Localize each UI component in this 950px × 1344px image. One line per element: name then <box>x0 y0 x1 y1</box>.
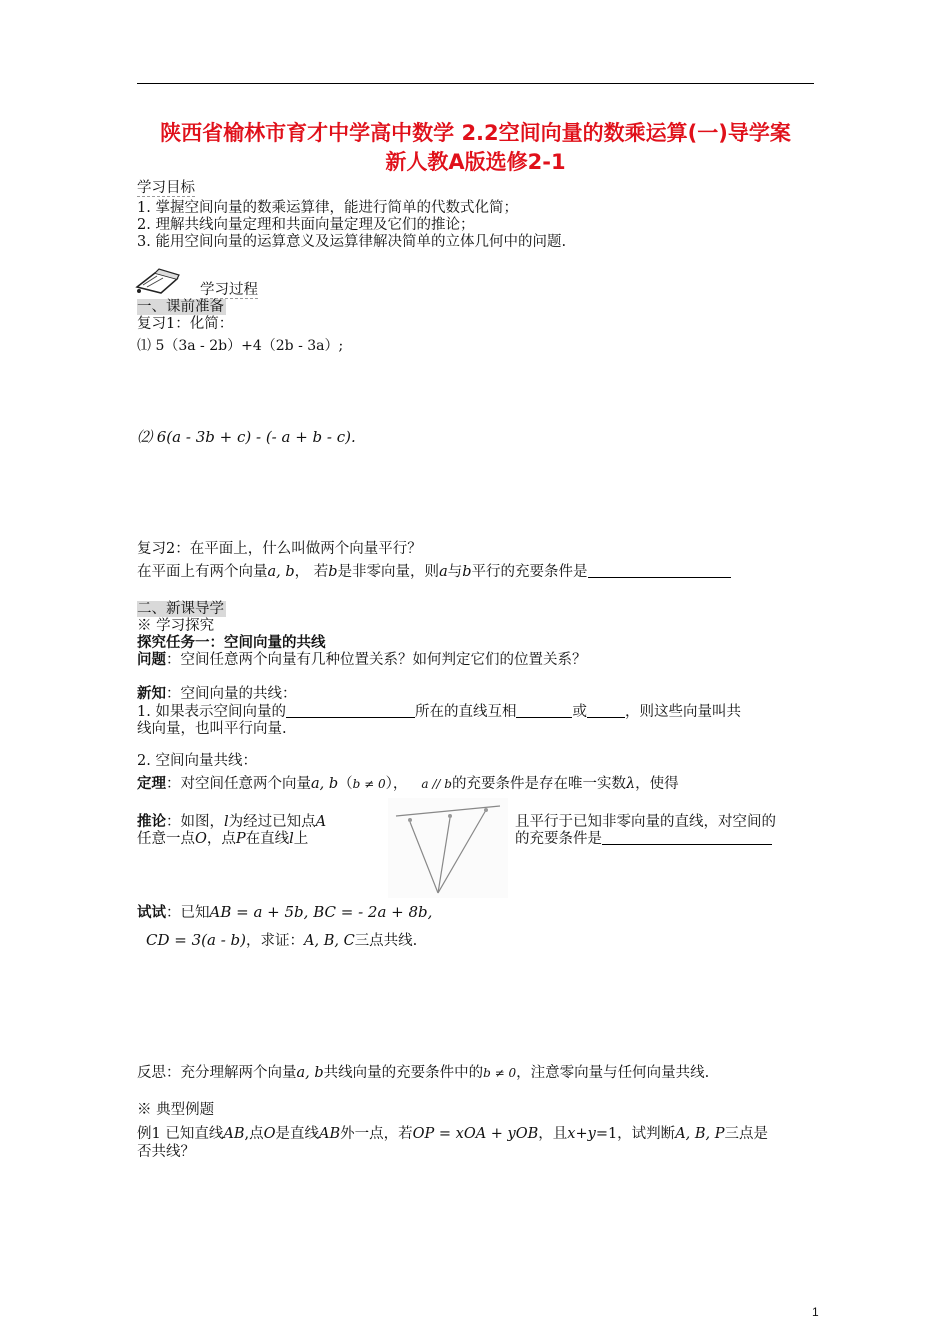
blank-coincide[interactable] <box>587 703 625 718</box>
new-knowledge-line: 新知：空间向量的共线： <box>137 685 297 702</box>
corollary-line-1: 推论：如图，l为经过已知点A <box>137 813 327 830</box>
try-line-1: 试试：已知AB = a + 5b, BC = - 2a + 8b, <box>137 903 433 921</box>
answer-blank[interactable] <box>588 563 731 578</box>
expression-1: ⑴ 5（3a - 2b）+4（2b - 3a）; <box>137 338 344 354</box>
blank-vector-segments[interactable] <box>286 703 415 718</box>
book-icon <box>133 265 195 297</box>
examples-heading: ※ 典型例题 <box>137 1102 215 1118</box>
review-2-label: 复习2：在平面上，什么叫做两个向量平行？ <box>137 541 422 557</box>
explore-heading: ※ 学习探究 <box>137 618 215 634</box>
goal-item-3: 3. 能用空间向量的运算意义及运算律解决简单的立体几何中的问题. <box>137 234 567 250</box>
try-line-2: CD = 3(a - b)，求证：A, B, C三点共线. <box>146 931 418 949</box>
page-number: 1 <box>812 1305 819 1319</box>
section-prep-heading: 一、课前准备 <box>137 299 224 315</box>
document-title-line2: 新人教A版选修2-1 <box>385 150 566 174</box>
question-line: 问题：空间任意两个向量有几种位置关系？如何判定它们的位置关系？ <box>137 651 587 668</box>
corollary-line-1-right: 且平行于已知非零向量的直线，对空间的 <box>515 814 776 830</box>
goal-item-2: 2. 理解共线向量定理和共面向量定理及它们的推论； <box>137 217 475 233</box>
header-rule <box>137 83 814 84</box>
theorem-line: 定理：对空间任意两个向量a, b（b ≠ 0）， a // b的充要条件是存在唯一实数λ，使得 <box>137 775 679 792</box>
reflection-line: 反思：充分理解两个向量a, b共线向量的充要条件中的b ≠ 0，注意零向量与任何向量共线. <box>137 1065 710 1081</box>
document-title-line1: 陕西省榆林市育才中学高中数学 2.2空间向量的数乘运算(一)导学案 <box>160 121 791 145</box>
item-1-line: 1. 如果表示空间向量的 所在的直线互相 或 ，则这些向量叫共 <box>137 704 741 720</box>
example-1-line-1: 例1 已知直线AB,点O是直线AB外一点，若OP = xOA + yOB，且x+y=1，试判断A, B, P三点是 <box>137 1126 769 1142</box>
review-2-question: 在平面上有两个向量a, b， 若b是非零向量，则a与b平行的充要条件是 <box>137 563 731 581</box>
corollary-line-2-right: 的充要条件是 <box>515 830 772 848</box>
expression-2: ⑵ 6(a - 3b + c) - (- a + b - c). <box>137 428 356 446</box>
review-1-label: 复习1：化简： <box>137 316 234 332</box>
goal-item-1: 1. 掌握空间向量的数乘运算律，能进行简单的代数式化简； <box>137 200 518 216</box>
goals-heading: 学习目标 <box>137 180 195 196</box>
task-1-heading: 探究任务一：空间向量的共线 <box>137 634 326 651</box>
blank-corollary-condition[interactable] <box>602 830 772 845</box>
example-1-line-2: 否共线？ <box>137 1144 195 1160</box>
blank-parallel[interactable] <box>516 703 572 718</box>
item-1-continuation: 线向量，也叫平行向量. <box>137 721 287 737</box>
corollary-line-2: 任意一点O，点P在直线l上 <box>137 831 309 847</box>
process-heading: 学习过程 <box>200 282 258 298</box>
section-new-lesson-heading: 二、新课导学 <box>137 601 224 617</box>
collinear-line-figure <box>388 798 508 898</box>
item-2-line: 2. 空间向量共线： <box>137 753 257 769</box>
